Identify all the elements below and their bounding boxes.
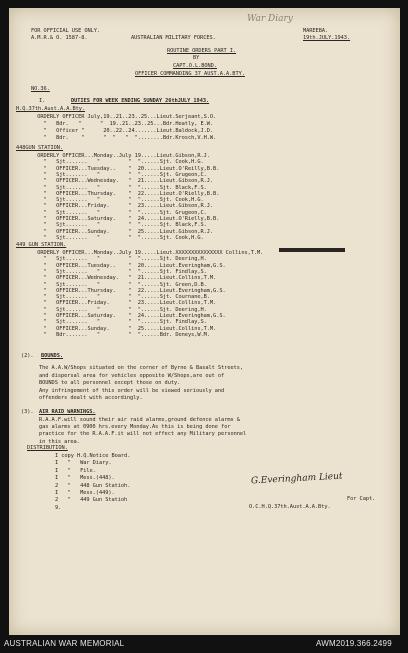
duty-line: " Sjt....... " " "......Sjt. Cournane,B. <box>31 294 210 301</box>
distribution-line: 9. <box>55 504 62 511</box>
body-line: BOUNDS to all personnel except those on duty. <box>39 380 181 386</box>
subtitle-routine-orders: ROUTINE ORDERS PART I. <box>167 48 237 54</box>
duty-line: " OFFICER...Sunday. " 25.....Lieut.Gibson,R.J. <box>31 228 214 235</box>
commanding-officer: CAPT.O.L.BOND. <box>173 63 217 69</box>
distribution-line: I " Mess.(449). <box>55 490 115 496</box>
duty-line: ORDERLY OFFICER July,19..21..23..25...Lieut.Serjeant,S.O. <box>31 114 217 120</box>
duty-line: " OFFICER...Thursday. " 22.....Lieut.O'Rielly,B.B. <box>31 190 220 197</box>
strikethrough-mark <box>279 248 345 252</box>
section2-title: BOUNDS. <box>41 353 63 359</box>
duty-line: " Sjt....... " " "......Sjt. Black,F.S. <box>31 184 207 191</box>
document-page <box>9 8 400 635</box>
for-capt: For Capt. <box>347 496 376 502</box>
body-line: and dispersal area for vehicles opposite W/Shops,are out of <box>39 372 225 379</box>
distribution-line: I " War Diary. <box>55 460 112 467</box>
gun-449-heading: 449 GUN STATION. <box>16 242 67 248</box>
officer-commanding: OFFICER COMMANDING 37 AUST.A.A.BTY. <box>135 71 245 77</box>
duty-line: " Sjt....... " " "......Sjt. Cook,H.G. <box>31 197 204 204</box>
distribution-line: I " File. <box>55 467 96 474</box>
hq-heading: H.Q.37th.Aust.A.A.Bty. <box>16 106 86 112</box>
order-number: NO.36. <box>31 86 50 92</box>
section2-number: (2). <box>21 353 34 359</box>
section3-title: AIR RAID WARNINGS. <box>39 409 96 415</box>
body-line: gas alarms at 0900 hrs.every Monday.As this is being done for <box>39 424 231 431</box>
body-line: practice for the R.A.A.F.it will not effect any Military personnel <box>39 431 247 438</box>
handwritten-note: War Diary <box>247 14 293 24</box>
distribution-line: 2 " 448 Gun Statioh. <box>55 482 131 489</box>
section3-number: (3). <box>21 409 34 415</box>
distribution-line: I copy H.Q.Notice Board. <box>55 453 131 459</box>
form-number: A.M.R.& O. 1587-8. <box>31 35 88 41</box>
duty-line: " Sjt....... " " "......Sjt. Grugeon,C. <box>31 209 207 216</box>
body-line: The A.A.W/Shops situated on the corner of Byrne & Basalt Streets, <box>39 365 244 371</box>
body-line: in this area. <box>39 438 80 445</box>
duty-line: " Sjt....... " " "......Sjt. Green,D.B. <box>31 281 207 288</box>
duty-line: " Sjt....... " " "......Sjt. Deering,H. <box>31 256 207 263</box>
gun-448-heading: 448GUN STATION. <box>16 145 64 151</box>
body-line: R.A.A.F.will sound their air raid alarms,ground defence alarms & <box>39 417 240 423</box>
oc-signature-block: O.C.H.Q.37th.Aust.A.A.Bty. <box>249 504 331 510</box>
duty-line: " OFFICER...Saturday. " 24.....Lieut.O'Rielly,B.B. <box>31 216 220 222</box>
duty-line: " OFFICER...Friday. " 23.....Lieut.Collins,T.M. <box>31 300 217 307</box>
duty-line: ORDERLY OFFICER...Monday..July 19.....Lieut.Gibson,R.J. <box>31 153 210 159</box>
duty-line: " Sjt....... " " "......Sjt. Deering,H. <box>31 306 207 313</box>
location: MAREEBA. <box>303 28 329 34</box>
duty-line: " OFFICER...Friday. " 23.....Lieut.Gibson,R.J. <box>31 203 214 210</box>
duty-line: " Sjt....... " " "......Sjt. Grugeon,C. <box>31 171 207 178</box>
duty-line: " Sjt....... " " "......Sjt. Cook,H.G. <box>31 234 204 241</box>
duty-line: " Sjt....... " " "......Sjt. Findlay,S. <box>31 268 207 275</box>
body-line: offenders dealt with accordingly. <box>39 395 143 401</box>
duty-line: " Sjt....... " " "......Sjt. Black,F.S. <box>31 222 207 229</box>
duty-line: " OFFICER...Thursday. " 22.....Lieut.Everingham,G.S. <box>31 287 226 294</box>
classification-line: FOR OFFICIAL USE ONLY. <box>31 28 101 34</box>
duty-line: " OFFICER...Saturday. " 24.....Lieut.Everingham,G.S. <box>31 313 226 319</box>
distribution-heading: DISTRIBUTION. <box>27 445 68 451</box>
duty-line: " OFFICER...Tuesday.. " 20.....Lieut.Everingham,G.S. <box>31 262 226 269</box>
section1-title: DUTIES FOR WEEK ENDING SUNDAY 26thJULY 1943. <box>71 98 210 104</box>
duty-line: ORDERLY OFFICER...Monday..July 19.....Lieut.XXXXXXXXXXXXXXX Collins,T.M. <box>31 250 264 256</box>
subtitle-by: BY <box>193 55 200 61</box>
duty-line: " OFFICER...Wednesday. " 21.....Lieut.Gibson,R.J. <box>31 178 214 185</box>
footer-accession-number: AWM2019.366.2499 <box>316 639 392 648</box>
duty-line: " OFFICER...Sunday. " 25.....Lieut.Collins,T.M. <box>31 325 217 332</box>
duty-line: " OFFICER...Tuesday.. " 20.....Lieut.O'Reilly,B.B. <box>31 165 220 172</box>
duty-line: " Bdr....... " " "......Bdr. Deneys,W.M. <box>31 331 210 338</box>
document-title: AUSTRALIAN MILITARY FORCES. <box>131 35 216 41</box>
section1-number: I. <box>39 98 46 104</box>
duty-line: " Sjt....... " " "......Sjt. Cook,H.G. <box>31 159 204 166</box>
body-line: Any infringement of this order will be viewed seriously and <box>39 387 225 394</box>
footer-bar <box>0 635 408 653</box>
duty-line: " Bdr. " " " " "........Bdr.Krosch,V.H.W. <box>31 135 217 141</box>
duty-line: " OFFICER...Wednesday. " 21.....Lieut.Collins,T.M. <box>31 275 217 282</box>
footer-institution: AUSTRALIAN WAR MEMORIAL <box>4 639 125 648</box>
signature-scrawl: G.Everingham Lieut <box>250 471 343 487</box>
date: 19th.JULY.1943. <box>303 35 351 41</box>
duty-line: " Bdr. " " 19..21..23..25...Bdr.Heatly, E.W. <box>31 121 214 127</box>
distribution-line: I " Mess.(448). <box>55 475 115 482</box>
duty-line: " Officer " 20..22..24.......Lieut.Baldock,J.D. <box>31 128 214 134</box>
duty-line: " Sjt....... " " "......Sjt. Findlay,S. <box>31 319 207 326</box>
distribution-line: 2 " 449 Gun Statioh <box>55 497 128 504</box>
